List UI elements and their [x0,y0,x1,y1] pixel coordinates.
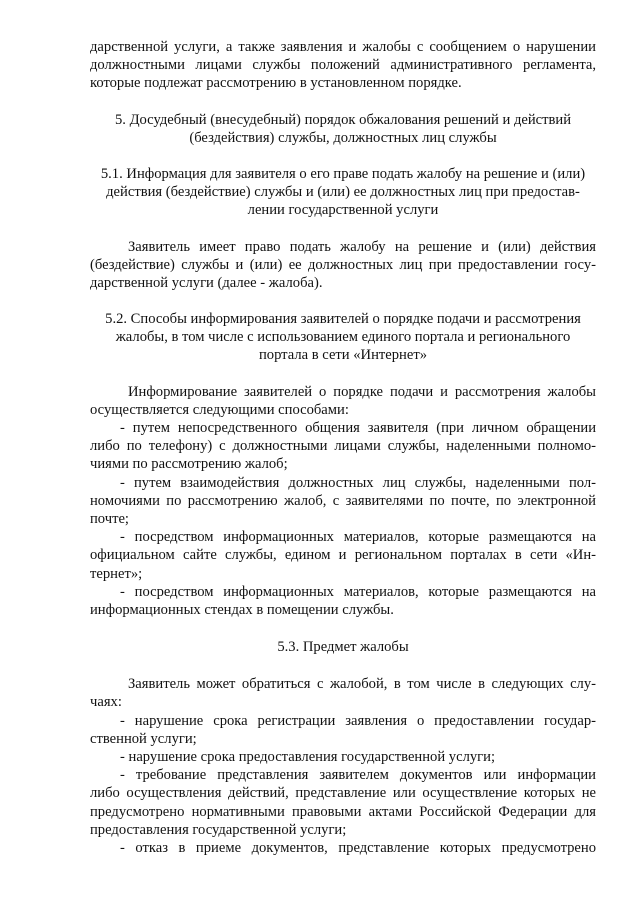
text-line: должностными лицами службы положений административного регламента, [90,57,596,74]
text-line: Информирование заявителей о порядке подачи и рассмотрения жалобы [128,383,596,400]
text-line: либо осуществления действий, представление или осуществление которых не [90,785,596,802]
document-page [90,38,596,857]
text-line: осуществляется следующими способами: [90,401,349,418]
text-line: Заявитель может обратиться с жалобой, в том числе в следующих слу- [128,676,596,693]
text-line: либо по телефону) с должностными лицами службы, наделенными полномо- [90,438,596,455]
text-line: - нарушение срока предоставления государственной услуги; [120,749,496,765]
section-5-2-body [90,383,596,619]
list-item [90,766,596,839]
text-line: - требование представления заявителем документов или информации [120,767,596,784]
list-item [90,419,596,474]
section-5-1-paragraph [90,238,596,293]
text-line: Заявитель имеет право подать жалобу на решение и (или) действия [128,238,596,255]
text-line: - посредством информационных материалов, которые размещаются на [120,529,596,546]
heading-line: жалобы, в том числе с использованием единого портала и регионального [115,329,571,346]
text-line: предоставления государственной услуги; [90,821,347,838]
list-item [90,712,596,748]
heading-line: 5.1. Информация для заявителя о его праве подать жалобу на решение и (или) [100,165,586,182]
text-line: ственной услуги; [90,730,197,747]
text-line: дарственной услуги (далее - жалоба). [90,274,323,291]
heading-line: (бездействия) службы, должностных лиц службы [189,129,497,146]
text-line: почте; [90,510,129,527]
list-item [90,748,596,766]
heading-line: 5.3. Предмет жалобы [277,639,409,656]
heading-line: действия (бездействие) службы и (или) ее должностных лиц при предостав- [106,184,580,201]
text-line: тернет»; [90,565,143,582]
section-5-heading [90,111,596,147]
heading-line: 5. Досудебный (внесудебный) порядок обжалования решений и действий [114,111,572,128]
text-line: (бездействие) службы и (или) ее должностных лиц при предоставлении госу- [90,256,596,273]
text-line: информационных стендах в помещении службы. [90,601,394,618]
section-5-3-body [90,675,596,857]
section-5-2-heading [90,310,596,365]
section-5-3-heading [90,638,596,656]
text-line: - путем непосредственного общения заявителя (при личном обращении [120,420,596,436]
text-line: чиями по рассмотрению жалоб; [90,456,288,473]
text-line: - нарушение срока регистрации заявления о предоставлении государ- [120,712,596,729]
text-line: официальном сайте службы, едином и региональном порталах в сети «Ин- [90,547,596,564]
text-line: - посредством информационных материалов, которые размещаются на [120,583,596,600]
heading-line: портала в сети «Интернет» [258,347,428,364]
section-5-1-heading [90,165,596,220]
text-line: - отказ в приеме документов, представление которых предусмотрено [120,839,596,856]
heading-line: лении государственной услуги [247,202,439,219]
text-line: дарственной услуги, а также заявления и жалобы с сообщением о нарушении [90,39,596,55]
text-line: предусмотрено нормативными правовыми актами Российской Федерации для [90,803,596,820]
intro-paragraph [90,38,596,93]
heading-line: 5.2. Способы информирования заявителей о порядке подачи и рассмотрения [105,311,581,328]
list-item [90,528,596,583]
text-line: чаях: [90,694,122,711]
list-item [90,583,596,619]
text-line: которые подлежат рассмотрению в установленном порядке. [90,75,462,92]
list-item [90,839,596,857]
text-line: - путем взаимодействия должностных лиц службы, наделенными пол- [120,474,596,491]
list-item [90,474,596,529]
text-line: номочиями по рассмотрению жалоб, с заявителями по почте, по электронной [90,492,596,509]
